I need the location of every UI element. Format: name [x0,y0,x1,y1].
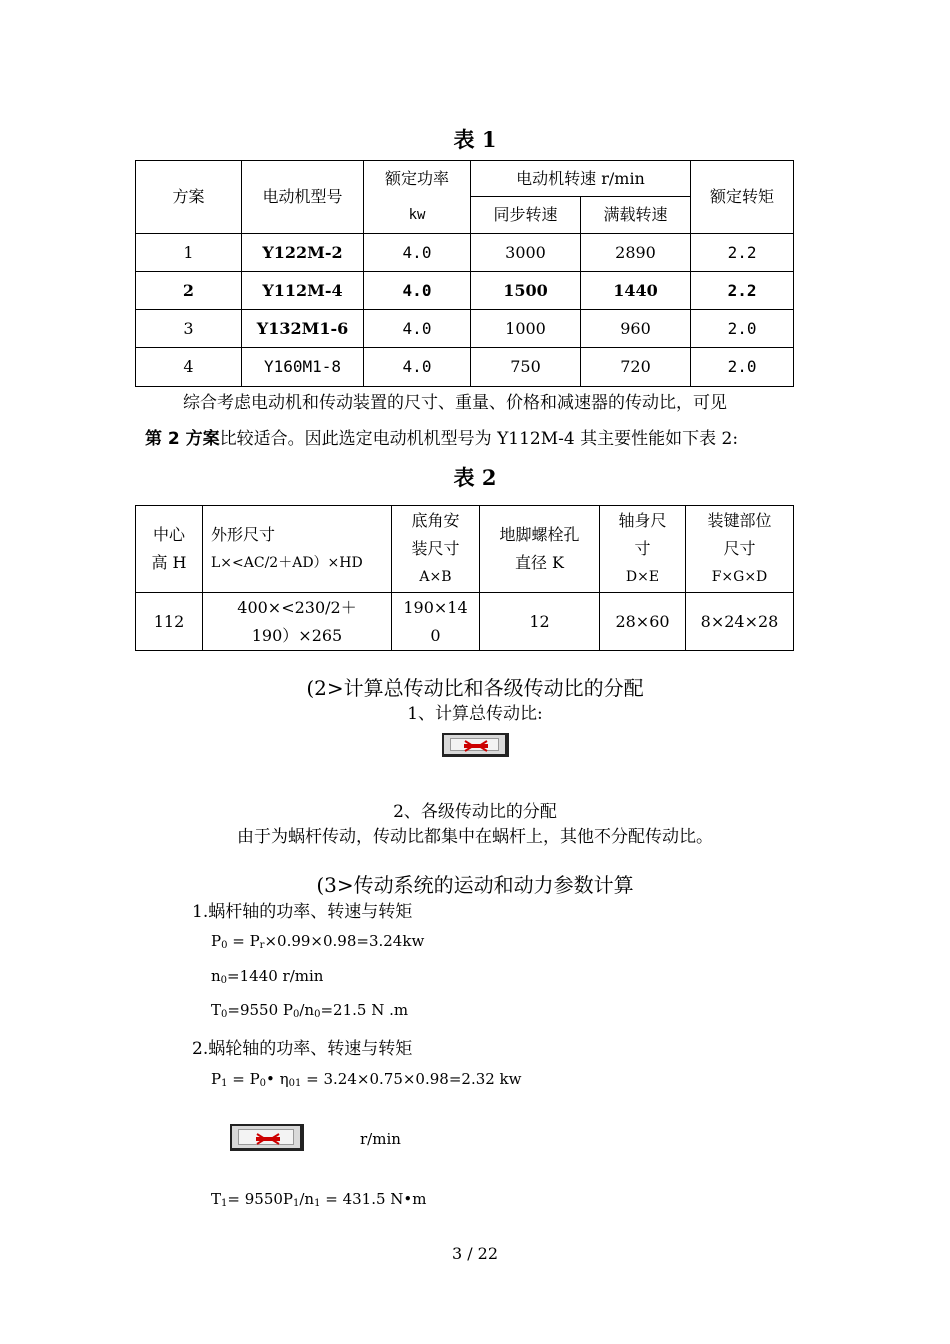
cell: 4.0 [364,348,471,387]
cell: 112 [136,593,203,651]
section3-item2: 2.蜗轮轴的功率、转速与转矩 [192,1039,413,1059]
cell: 2890 [581,234,691,272]
header-key [686,506,794,593]
f-sub: 0 [220,975,228,986]
cell-foot-line2: 0 [430,625,441,645]
f-sub: 1 [293,1198,300,1209]
header-bolt-line2: 直径 K [514,553,565,572]
embedded-formula-object [230,1124,304,1151]
header-foot-line1: 底角安 [411,511,460,530]
f-text: = P [227,932,260,950]
f-sub: 1 [314,1198,321,1209]
motor-options-table [135,160,794,387]
f-text: n [211,967,221,985]
cell: 2.0 [691,310,794,348]
f-text: P [211,1070,222,1088]
header-shaft [600,506,686,593]
f-text: T [211,1001,222,1019]
cell: Y122M-2 [242,234,364,272]
cell-outline-line1: 400×<230/2＋ [237,597,357,617]
formula-p1 [211,1070,522,1089]
section3-heading: (3>传动系统的运动和动力参数计算 [316,873,634,897]
f-text: =9550 P [227,1001,293,1019]
header-rated-power-label: 额定功率 [384,169,449,188]
f-text: • η [266,1070,289,1088]
f-text: P [211,932,222,950]
f-text: = 3.24×0.75×0.98=2.32 kw [301,1070,522,1088]
f-text: /n [299,1001,315,1019]
cell: 4.0 [364,310,471,348]
cell: 960 [581,310,691,348]
f-text: = 431.5 N•m [320,1190,427,1208]
cell: 720 [581,348,691,387]
formula-n1-unit: r/min [360,1130,401,1148]
cell: 2 [136,272,242,310]
cell-outline-line2: 190）×265 [251,625,343,645]
header-center-height-line2: 高 H [151,553,187,572]
f-text: /n [299,1190,315,1208]
cell: 4.0 [364,272,471,310]
cell: 4.0 [364,234,471,272]
cell: Y132M1-6 [242,310,364,348]
formula-t0 [211,1001,408,1020]
cell: Y160M1-8 [242,348,364,387]
broken-embedded-object-icon [462,740,490,752]
f-text: = P [227,1070,260,1088]
section3-item1: 1.蜗杆轴的功率、转速与转矩 [192,902,413,922]
header-outline-line1: 外形尺寸 [211,525,276,544]
table-row [136,272,794,310]
f-sub: 0 [293,1009,300,1020]
table-row [136,593,794,651]
f-sub: 0 [259,1078,267,1089]
f-text: T [211,1190,222,1208]
cell: 1440 [581,272,691,310]
cell: 1000 [471,310,581,348]
cell: 28×60 [600,593,686,651]
f-sub: 0 [221,940,228,951]
cell: 4 [136,348,242,387]
f-text: =1440 r/min [227,967,324,985]
header-bolt [480,506,600,593]
header-foot-line2: 装尺寸 [411,539,460,558]
formula-n0 [211,967,323,986]
table-row [136,234,794,272]
f-text: ×0.99×0.98=3.24kw [264,932,425,950]
header-shaft-line2: 寸 [634,539,651,558]
header-bolt-line1: 地脚螺栓孔 [499,525,580,544]
header-foot-line3: A×B [419,569,452,585]
section2-step2: 2、各级传动比的分配 [393,802,557,822]
embedded-formula-object [442,733,509,757]
header-full-load-speed: 满载转速 [581,197,691,234]
cell: 2.2 [691,234,794,272]
broken-embedded-object-icon [254,1133,282,1145]
cell [392,593,480,651]
header-motor-model: 电动机型号 [242,161,364,234]
f-sub: 01 [288,1078,302,1089]
header-sync-speed: 同步转速 [471,197,581,234]
header-rated-power [364,161,471,234]
motor-dimensions-table [135,505,794,651]
header-speed-group: 电动机转速 r/min [471,161,691,197]
header-rated-torque: 额定转矩 [691,161,794,234]
paragraph-line-1: 综合考虑电动机和传动装置的尺寸、重量、价格和减速器的传动比，可见 [183,393,727,413]
header-foot [392,506,480,593]
cell: 1500 [471,272,581,310]
header-key-line1: 装键部位 [707,511,772,530]
header-shaft-line3: D×E [625,569,660,585]
header-key-line3: F×G×D [711,569,768,585]
table1-caption: 表 1 [453,127,497,152]
f-text: = 9550P [227,1190,293,1208]
f-sub: 1 [221,1078,228,1089]
f-sub: r [259,940,265,951]
table-row [136,310,794,348]
cell-foot-line1: 190×14 [403,597,468,617]
table-row [136,348,794,387]
table2-caption: 表 2 [453,465,497,490]
cell: 2.2 [691,272,794,310]
cell [203,593,392,651]
header-center-height-line1: 中心 [152,525,185,544]
cell: 1 [136,234,242,272]
header-key-line2: 尺寸 [723,539,756,558]
f-sub: 0 [314,1009,321,1020]
header-shaft-line1: 轴身尺 [618,511,667,530]
f-text: =21.5 N .m [320,1001,409,1019]
cell: Y112M-4 [242,272,364,310]
f-sub: 1 [221,1198,228,1209]
header-scheme: 方案 [136,161,242,234]
header-outline [203,506,392,593]
bold-scheme-lead: 第 2 方案 [145,429,220,449]
formula-t1 [211,1190,426,1209]
cell: 750 [471,348,581,387]
page-number: 3 / 22 [451,1244,499,1263]
header-rated-power-unit: kw [408,207,426,223]
paragraph-line-2-rest: 比较适合。因此选定电动机机型号为 Y112M-4 其主要性能如下表 2: [219,429,739,449]
section2-heading: (2>计算总传动比和各级传动比的分配 [306,676,644,700]
cell: 8×24×28 [686,593,794,651]
section2-step2-text: 由于为蜗杆传动，传动比都集中在蜗杆上，其他不分配传动比。 [237,827,713,847]
paragraph-line-2 [145,426,825,452]
cell: 3 [136,310,242,348]
cell: 2.0 [691,348,794,387]
cell: 12 [480,593,600,651]
header-outline-line2: L×<AC/2＋AD）×HD [211,555,363,571]
section2-step1: 1、计算总传动比: [407,704,543,724]
header-center-height [136,506,203,593]
cell: 3000 [471,234,581,272]
f-sub: 0 [221,1009,228,1020]
formula-p0 [211,932,424,951]
